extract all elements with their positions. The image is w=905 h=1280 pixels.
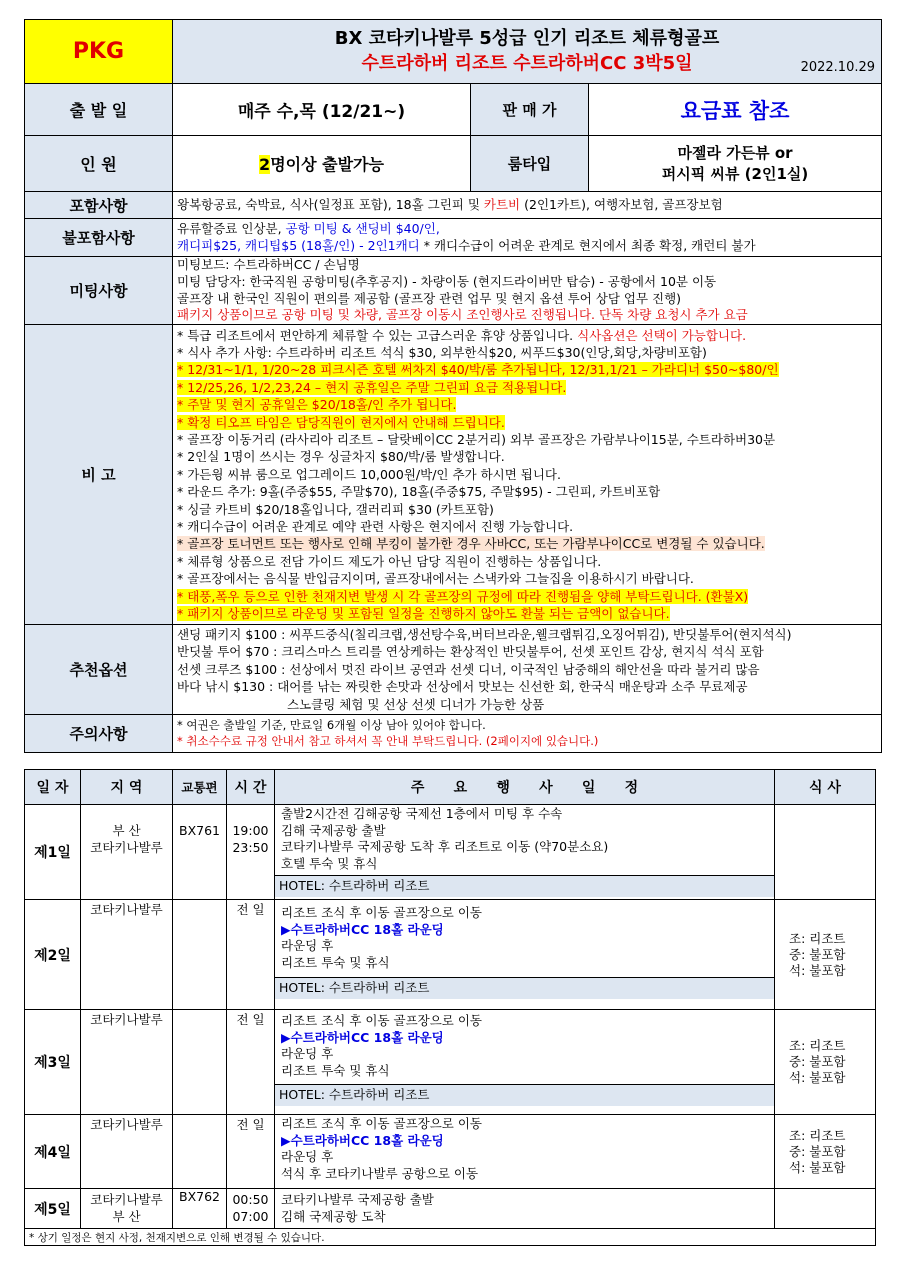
included-text1: 왕복항공료, 숙박료, 식사(일정표 포함), 18홀 그린피 및 xyxy=(177,196,484,212)
cautions-label: 주의사항 xyxy=(25,715,173,753)
excluded-meeting-fee: 공항 미팅 & 샌딩비 $40/인, xyxy=(285,220,440,236)
remark-tournament: * 골프장 토너먼트 또는 행사로 인해 부킹이 불가한 경우 사바CC, 또는 가람부나이CC로 변경될 수 있습니다. xyxy=(177,536,765,552)
remark-peak-season: * 12/31~1/1, 1/20~28 피크시즌 호텔 써차지 $40/박/룸 추가됩니다, 12/31,1/21 – 가라디너 $50~$80/인 xyxy=(177,362,779,378)
day1-time-arrive: 23:50 xyxy=(232,839,269,855)
meeting-label: 미팅사항 xyxy=(25,257,173,325)
schedule-line: 리조트 조식 후 이동 골프장으로 이동 xyxy=(281,1116,482,1131)
day5-region-to: 부 산 xyxy=(112,1208,141,1224)
meeting-red-line: 패키지 상품이므로 공항 미팅 및 차량, 골프장 이동시 조인행사로 진행됩니다. 단독 차량 요청시 추가 요금 xyxy=(177,307,748,323)
day2-schedule xyxy=(275,900,775,1010)
meal-lunch: 중: 불포함 xyxy=(789,946,846,962)
room-label: 룸타입 xyxy=(471,136,589,192)
header-time: 시 간 xyxy=(227,770,275,805)
day1-flight: BX761 xyxy=(173,805,227,900)
remark-line: * 특급 리조트에서 편안하게 체류할 수 있는 고급스러운 휴양 상품입니다. xyxy=(177,327,578,343)
remark-line: * 싱글 카트비 $20/18홀입니다, 갤러리피 $30 (카트포함) xyxy=(177,501,494,517)
day4-region: 코타키나발루 xyxy=(81,1115,173,1189)
excluded-label: 불포함사항 xyxy=(25,219,173,257)
header-day: 일 자 xyxy=(25,770,81,805)
schedule-line: 라운딩 후 xyxy=(281,1149,334,1165)
meeting-line: 미팅 담당자: 한국직원 공항미팅(추후공지) - 차량이동 (현지드라이버만 탑승) - 공항에서 10분 이동 xyxy=(177,273,717,289)
room-value xyxy=(589,136,882,192)
itinerary-row-day5 xyxy=(25,1189,876,1229)
remark-line: * 2인실 1명이 쓰시는 경우 싱글차지 $80/박/룸 발생합니다. xyxy=(177,449,505,465)
remark-line: * 가든윙 씨뷰 룸으로 업그레이드 10,000원/박/인 추가 하시면 됩니다. xyxy=(177,466,561,482)
schedule-line: 코타키나발루 국제공항 도착 후 리조트로 이동 (약70분소요) xyxy=(281,839,609,855)
options-value xyxy=(173,625,882,715)
remark-no-refund: * 패키지 상품이므로 라운딩 및 포함된 일정을 진행하지 않아도 환불 되는 금액이 없습니다. xyxy=(177,606,670,622)
itinerary-row-day4 xyxy=(25,1115,876,1189)
itinerary-header-row xyxy=(25,770,876,805)
remark-line: * 라운드 추가: 9홀(주중$55, 주말$70), 18홀(주중$75, 주말$95) - 그린피, 카트비포함 xyxy=(177,484,661,500)
schedule-round: ▶수트라하버CC 18홀 라운딩 xyxy=(281,1132,444,1148)
schedule-line: 코타키나발루 국제공항 출발 xyxy=(281,1191,434,1207)
option-line: 바다 낚시 $130 : 대어를 낚는 짜릿한 손맛과 선상에서 맛보는 신선한 회, 한국식 매운탕과 소주 무료제공 xyxy=(177,679,748,695)
day2-time: 전 일 xyxy=(227,900,275,1010)
schedule-line: 출발2시간전 김해공항 국제선 1층에서 미팅 후 수속 xyxy=(281,806,563,821)
day1-region-from: 부 산 xyxy=(112,823,141,838)
title-line2: 수트라하버 리조트 수트라하버CC 3박5일 xyxy=(361,52,693,74)
day5-region xyxy=(81,1189,173,1229)
included-value xyxy=(173,192,882,219)
itinerary-row-day1 xyxy=(25,805,876,900)
remark-line: * 골프장 이동거리 (라사리아 리조트 – 달랏베이CC 2분거리) 외부 골프장은 가람부나이15분, 수트라하버30분 xyxy=(177,431,776,447)
title-cell xyxy=(173,20,882,84)
option-line: 샌딩 패키지 $100 : 씨푸드중식(칠리크랩,생선탕수육,버터브라운,웰크랩튀김,오징어튀김), 반딧불투어(현지석식) xyxy=(177,626,792,642)
included-label: 포함사항 xyxy=(25,192,173,219)
people-label: 인 원 xyxy=(25,136,173,192)
schedule-line: 라운딩 후 xyxy=(281,1046,334,1062)
remarks-label: 비 고 xyxy=(25,325,173,625)
remark-holiday: * 12/25,26, 1/2,23,24 – 현지 공휴일은 주말 그린피 요금 적용됩니다. xyxy=(177,379,567,395)
header-meal: 식 사 xyxy=(775,770,876,805)
schedule-line: 김해 국제공항 도착 xyxy=(281,1208,386,1224)
remark-teeoff: * 확정 티오프 타임은 담당직원이 현지에서 안내해 드립니다. xyxy=(177,414,505,430)
room-line2: 퍼시픽 씨뷰 (2인1실) xyxy=(661,164,809,183)
day3-schedule xyxy=(275,1010,775,1115)
schedule-line: 라운딩 후 xyxy=(281,938,334,954)
remark-typhoon: * 태풍,폭우 등으로 인한 천재지변 발생 시 각 골프장의 규정에 따라 진행됨을 양해 부탁드립니다. (환불X) xyxy=(177,588,749,604)
schedule-line: 호텔 투숙 및 휴식 xyxy=(281,855,378,871)
doc-date: 2022.10.29 xyxy=(800,60,876,75)
schedule-round: ▶수트라하버CC 18홀 라운딩 xyxy=(281,1029,444,1045)
meal-dinner: 석: 불포함 xyxy=(789,1070,846,1085)
day3-region: 코타키나발루 xyxy=(81,1010,173,1115)
day1-region-to: 코타키나발루 xyxy=(90,839,163,855)
day1-time xyxy=(227,805,275,900)
header-flight: 교통편 xyxy=(173,770,227,805)
day4-meal xyxy=(775,1115,876,1189)
day1-region xyxy=(81,805,173,900)
pkg-label: PKG xyxy=(25,20,173,84)
schedule-line: 김해 국제공항 출발 xyxy=(281,822,386,838)
day2-flight xyxy=(173,900,227,1010)
day4-label: 제4일 xyxy=(25,1115,81,1189)
remark-line: * 캐디수급이 어려운 관계로 예약 관련 사항은 현지에서 진행 가능합니다. xyxy=(177,519,574,535)
excluded-caddie-fee: 캐디피$25, 캐디팁$5 (18홀/인) - 2인1캐디 xyxy=(177,237,420,253)
day5-flight: BX762 xyxy=(173,1189,227,1229)
itinerary-footnote: * 상기 일정은 현지 사정, 천재지변으로 인해 변경될 수 있습니다. xyxy=(25,1229,876,1246)
schedule-line: 리조트 투숙 및 휴식 xyxy=(281,954,390,970)
meeting-line: 미팅보드: 수트라하버CC / 손님명 xyxy=(177,257,360,273)
day3-hotel: HOTEL: 수트라하버 리조트 xyxy=(275,1084,774,1106)
meal-breakfast: 조: 리조트 xyxy=(789,1127,846,1143)
option-line: 스노클링 체험 및 선상 선셋 디너가 가능한 상품 xyxy=(287,696,545,712)
day2-hotel: HOTEL: 수트라하버 리조트 xyxy=(275,977,774,999)
day5-time xyxy=(227,1189,275,1229)
excluded-text1: 유류할증료 인상분, xyxy=(177,220,286,236)
day2-label: 제2일 xyxy=(25,900,81,1010)
day3-time: 전 일 xyxy=(227,1010,275,1115)
remarks-value xyxy=(173,325,882,625)
departure-value: 매주 수,목 (12/21~) xyxy=(173,84,471,136)
itinerary-row-day3 xyxy=(25,1010,876,1115)
schedule-line: 리조트 조식 후 이동 골프장으로 이동 xyxy=(281,905,482,920)
day5-time-arrive: 07:00 xyxy=(232,1208,269,1224)
excluded-caddie-note: * 캐디수급이 어려운 관계로 현지에서 최종 확정, 캐런티 불가 xyxy=(419,237,756,253)
people-text: 명이상 출발가능 xyxy=(270,155,384,174)
meal-lunch: 중: 불포함 xyxy=(789,1054,846,1069)
day5-time-depart: 00:50 xyxy=(232,1191,269,1207)
day1-meal xyxy=(775,805,876,900)
excluded-value xyxy=(173,219,882,257)
schedule-round: ▶수트라하버CC 18홀 라운딩 xyxy=(281,921,444,937)
remark-weekend: * 주말 및 현지 공휴일은 $20/18홀/인 추가 됩니다. xyxy=(177,397,457,413)
price-value: 요금표 참조 xyxy=(589,84,882,136)
meal-dinner: 석: 불포함 xyxy=(789,962,846,978)
options-label: 추천옵션 xyxy=(25,625,173,715)
day3-label: 제3일 xyxy=(25,1010,81,1115)
day1-schedule xyxy=(275,805,775,900)
cautions-value xyxy=(173,715,882,753)
meeting-line: 골프장 내 한국인 직원이 편의를 제공함 (골프장 관련 업무 및 현지 옵션 투어 상담 업무 진행) xyxy=(177,290,682,306)
day5-schedule xyxy=(275,1189,775,1229)
meeting-value xyxy=(173,257,882,325)
included-text2: (2인1카트), 여행자보험, 골프장보험 xyxy=(520,196,723,212)
meal-breakfast: 조: 리조트 xyxy=(789,930,846,946)
package-info-table xyxy=(24,19,882,753)
day1-label: 제1일 xyxy=(25,805,81,900)
day1-time-depart: 19:00 xyxy=(232,823,269,838)
day3-meal xyxy=(775,1010,876,1115)
day2-meal xyxy=(775,900,876,1010)
meal-lunch: 중: 불포함 xyxy=(789,1143,846,1159)
day5-region-from: 코타키나발루 xyxy=(90,1191,163,1207)
schedule-line: 리조트 조식 후 이동 골프장으로 이동 xyxy=(281,1013,482,1028)
remark-meal-option: 식사옵션은 선택이 가능합니다. xyxy=(577,327,747,343)
day4-flight xyxy=(173,1115,227,1189)
schedule-line: 석식 후 코타키나발루 공항으로 이동 xyxy=(281,1165,479,1181)
departure-label: 출 발 일 xyxy=(25,84,173,136)
option-line: 선셋 크루즈 $100 : 선상에서 멋진 라이브 공연과 선셋 디너, 이국적인 남중해의 해안선을 따라 불거리 많음 xyxy=(177,661,760,677)
day4-time: 전 일 xyxy=(227,1115,275,1189)
itinerary-row-day2 xyxy=(25,900,876,1010)
included-cart: 카트비 xyxy=(483,196,521,212)
day5-meal xyxy=(775,1189,876,1229)
header-region: 지 역 xyxy=(81,770,173,805)
caution-line: * 여권은 출발일 기준, 만료일 6개월 이상 남아 있어야 합니다. xyxy=(177,718,486,733)
title-line1: BX 코타키나발루 5성급 인기 리조트 체류형골프 xyxy=(334,27,720,49)
day4-schedule xyxy=(275,1115,775,1189)
schedule-line: 리조트 투숙 및 휴식 xyxy=(281,1062,390,1078)
people-value xyxy=(173,136,471,192)
header-schedule: 주 요 행 사 일 정 xyxy=(275,770,775,805)
room-line1: 마젤라 가든뷰 or xyxy=(677,143,793,162)
remark-line: * 골프장에서는 음식물 반입금지이며, 골프장내에서는 스낵카와 그늘집을 이용하시기 바랍니다. xyxy=(177,571,694,587)
meal-breakfast: 조: 리조트 xyxy=(789,1038,846,1053)
day5-label: 제5일 xyxy=(25,1189,81,1229)
remark-line: * 식사 추가 사항: 수트라하버 리조트 석식 $30, 외부한식$20, 씨푸드$30(인당,회당,차량비포함) xyxy=(177,344,707,360)
meal-dinner: 석: 불포함 xyxy=(789,1159,846,1175)
day3-flight xyxy=(173,1010,227,1115)
price-label: 판 매 가 xyxy=(471,84,589,136)
itinerary-table xyxy=(24,769,876,1246)
option-line: 반딧불 투어 $70 : 크리스마스 트리를 연상케하는 환상적인 반딧불투어, 선셋 포인트 감상, 현지식 석식 포함 xyxy=(177,644,764,660)
caution-red-line: * 취소수수료 규정 안내서 참고 하셔서 꼭 안내 부탁드립니다. (2페이지에 있습니다.) xyxy=(177,733,599,748)
remark-line: * 체류형 상품으로 전담 가이드 제도가 아닌 담당 직원이 진행하는 상품입니다. xyxy=(177,553,602,569)
day2-region: 코타키나발루 xyxy=(81,900,173,1010)
day1-hotel: HOTEL: 수트라하버 리조트 xyxy=(275,875,774,897)
people-num: 2 xyxy=(259,155,271,174)
